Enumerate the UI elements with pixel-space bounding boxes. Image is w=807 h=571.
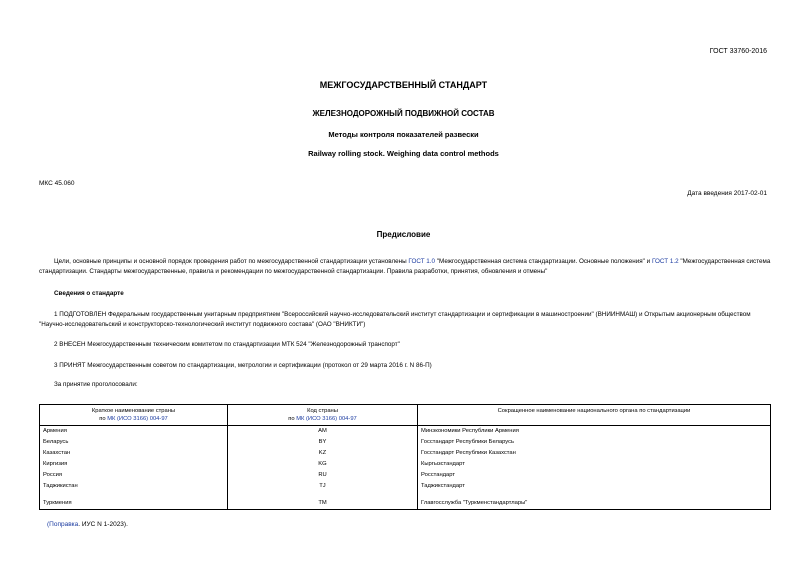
header-country-code	[228, 405, 418, 426]
document-title-english: Railway rolling stock. Weighing data control methods	[308, 149, 499, 158]
standards-body-cell: Госстандарт Республики Казахстан	[421, 450, 516, 456]
gost-1-2-link[interactable]: ГОСТ 1.2	[651, 258, 679, 265]
paragraph-text: "Межгосударственная система стандартизации. Основные положения" и	[435, 258, 652, 265]
country-cell: Киргизия	[43, 461, 68, 467]
table-row	[40, 470, 771, 481]
code-cell: BY	[228, 437, 418, 448]
standards-body-cell: Госстандарт Республики Беларусь	[421, 439, 515, 445]
code-cell: TM	[228, 498, 418, 510]
code-cell: TJ	[228, 481, 418, 492]
about-standard-heading: Сведения о стандарте	[54, 290, 124, 297]
foreword-heading: Предисловие	[376, 230, 431, 239]
table-row	[40, 426, 771, 438]
header-standards-body: Сокращенное наименование национального органа по стандартизации	[418, 405, 771, 426]
header-text: Краткое наименование страны	[91, 408, 176, 414]
country-cell: Туркмения	[43, 500, 72, 506]
standards-body-cell: Минэкономики Республики Армения	[421, 428, 519, 434]
introduction-date: Дата введения 2017-02-01	[687, 190, 767, 197]
item-submitted: 2 ВНЕСЕН Межгосударственным техническим комитетом по стандартизации МТК 524 "Железнодорожный транспорт"	[54, 341, 400, 348]
code-cell: KZ	[228, 448, 418, 459]
item-adopted: 3 ПРИНЯТ Межгосударственным советом по стандартизации, метрологии и сертификации (протокол от 29 марта 2016 г. N 86-П)	[54, 362, 432, 369]
header-country-name	[40, 405, 228, 426]
standards-body-cell: Росстандарт	[421, 472, 456, 478]
country-cell: Таджикистан	[43, 483, 78, 489]
table-row	[40, 437, 771, 448]
country-cell: Россия	[43, 472, 63, 478]
table-header-row	[40, 405, 771, 426]
country-cell: Казахстан	[43, 450, 71, 456]
voted-label: За принятие проголосовали:	[54, 381, 138, 388]
code-cell: AM	[228, 426, 418, 438]
mks-code: МКС 45.060	[39, 180, 75, 187]
paragraph-text: "Межгосударственная система стандартизации. Стандарты межгосударственные, правила и рекомендации по межгосударственной стандартизации. Правила разработки, принятия, обновления и отмены"	[39, 258, 771, 275]
amendment-note: (Поправка. ИУС N 1-2023).	[47, 521, 128, 528]
document-title: ЖЕЛЕЗНОДОРОЖНЫЙ ПОДВИЖНОЙ СОСТАВ	[312, 109, 495, 118]
table-row	[40, 448, 771, 459]
table-row	[40, 481, 771, 492]
standards-body-cell: Кыргызстандарт	[421, 461, 465, 467]
standards-body-cell: Таджикстандарт	[421, 483, 465, 489]
country-cell: Беларусь	[43, 439, 69, 445]
table-row	[40, 459, 771, 470]
header-text: Код страны	[307, 408, 338, 414]
item-prepared: 1 ПОДГОТОВЛЕН Федеральным государственным унитарным предприятием "Всероссийский научно-исследовательский институт стандартизации и сертификации в машиностроении" (ВНИИНМАШ) и Открытым акционерным обществом "Научно-исследовательский и конструкторско-технологический институт подвижного состава" (ОАО "ВНИКТИ")	[39, 311, 751, 328]
table-row	[40, 498, 771, 510]
standards-body-cell: Главгосслужба "Туркменстандартлары"	[421, 500, 528, 506]
paragraph-text: Цели, основные принципы и основной порядок проведения работ по межгосударственной стандартизации установлены	[54, 258, 409, 265]
header-text: по МК (ИСО 3166) 004-97	[288, 416, 357, 422]
gost-1-0-link[interactable]: ГОСТ 1.0	[408, 258, 436, 265]
member-states-table	[39, 404, 771, 510]
document-id: ГОСТ 33760-2016	[709, 48, 767, 55]
code-cell: RU	[228, 470, 418, 481]
header-text: по МК (ИСО 3166) 004-97	[99, 416, 168, 422]
code-cell: KG	[228, 459, 418, 470]
mk-iso-link[interactable]: МК (ИСО 3166) 004-97	[296, 416, 357, 422]
country-cell: Армения	[43, 428, 67, 434]
foreword-paragraph	[39, 257, 774, 277]
document-subtitle: Методы контроля показателей развески	[328, 130, 479, 139]
standard-type-heading: МЕЖГОСУДАРСТВЕННЫЙ СТАНДАРТ	[319, 80, 488, 90]
amendment-link[interactable]: Поправка	[49, 521, 79, 528]
mk-iso-link[interactable]: МК (ИСО 3166) 004-97	[107, 416, 168, 422]
